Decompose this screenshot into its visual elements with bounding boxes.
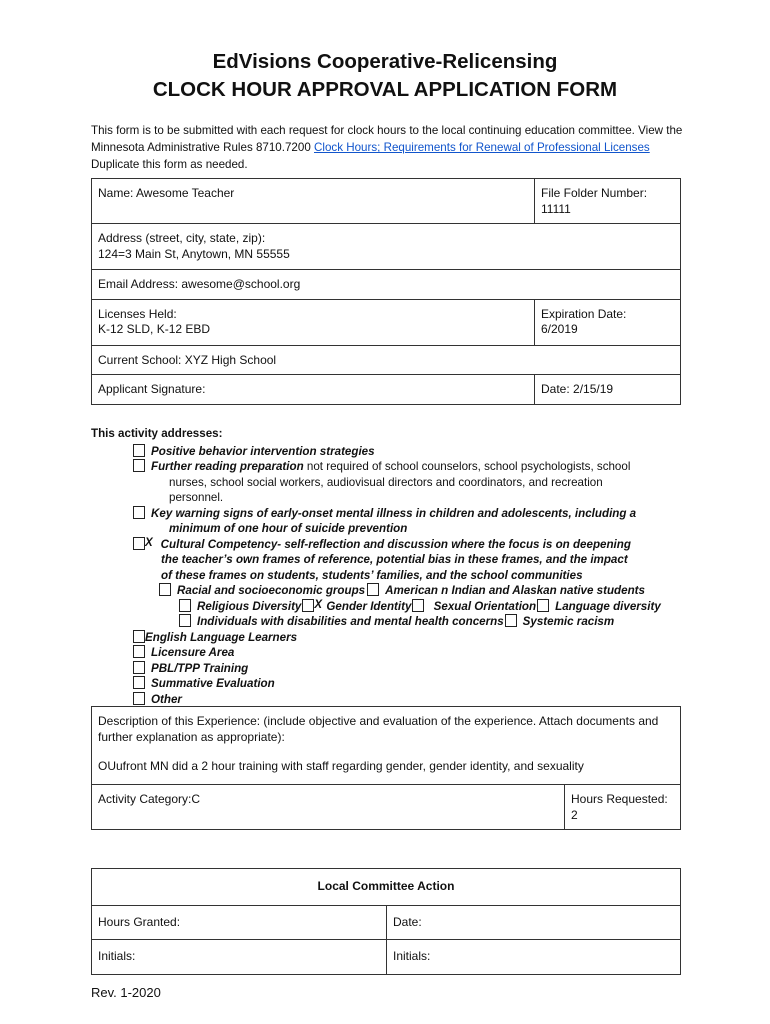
ell-checkbox[interactable] — [133, 630, 145, 643]
activity-item: X Cultural Competency- self-reflection and discussion where the focus is on deepening the teacher’s own frames of reference, potential bias in these frames, and the impact of these frames on students, students’ families, and the school communities — [91, 537, 691, 584]
current-school-field[interactable]: Current School: XYZ High School — [92, 345, 681, 375]
table-row — [92, 270, 681, 300]
pbl-checkbox[interactable] — [133, 661, 145, 674]
description-table — [91, 706, 681, 830]
table-row — [92, 375, 681, 405]
table-row — [92, 905, 681, 940]
positive-behavior-checkbox[interactable] — [133, 444, 145, 457]
activity-subitems: Racial and socioeconomic groups American n Indian and Alaskan native students — [91, 583, 691, 599]
table-row — [92, 345, 681, 375]
table-row — [92, 940, 681, 975]
language-diversity-checkbox[interactable] — [537, 599, 549, 612]
initials-right-field[interactable]: Initials: — [387, 940, 681, 975]
activity-heading: This activity addresses: — [91, 427, 223, 440]
hours-requested-field[interactable]: Hours Requested: 2 — [565, 785, 681, 830]
table-row — [92, 785, 681, 830]
religious-checkbox[interactable] — [179, 599, 191, 612]
activity-item: Summative Evaluation — [91, 676, 691, 692]
sexual-orientation-checkbox[interactable] — [412, 599, 424, 612]
activity-category-field[interactable]: Activity Category:C — [92, 785, 565, 830]
email-field[interactable]: Email Address: awesome@school.org — [92, 270, 681, 300]
licenses-field[interactable]: Licenses Held: K-12 SLD, K-12 EBD — [92, 299, 535, 345]
revision-label: Rev. 1-2020 — [91, 985, 161, 1000]
activity-item: PBL/TPP Training — [91, 661, 691, 677]
racial-checkbox[interactable] — [159, 583, 171, 596]
american-indian-checkbox[interactable] — [367, 583, 379, 596]
further-reading-checkbox[interactable] — [133, 459, 145, 472]
applicant-table — [91, 178, 681, 405]
date-field[interactable]: Date: 2/15/19 — [535, 375, 681, 405]
activity-subitems: Religious DiversityX Gender Identity Sexual Orientation Language diversity — [91, 599, 691, 615]
expiration-field[interactable]: Expiration Date: 6/2019 — [535, 299, 681, 345]
table-row — [92, 224, 681, 270]
committee-heading: Local Committee Action — [92, 869, 681, 906]
page-subtitle: CLOCK HOUR APPROVAL APPLICATION FORM — [152, 78, 618, 101]
address-field[interactable]: Address (street, city, state, zip): 124=3 Main St, Anytown, MN 55555 — [92, 224, 681, 270]
signature-field[interactable]: Applicant Signature: — [92, 375, 535, 405]
page-title: EdVisions Cooperative-Relicensing — [212, 50, 558, 73]
intro-paragraph — [91, 122, 691, 173]
description-value: OUufront MN did a 2 hour training with staff regarding gender, gender identity, and sexuality — [98, 759, 584, 773]
activity-item: Further reading preparation not required of school counselors, school psychologists, school nurses, school social workers, audiovisual directors and coordinators, and recreation personnel. — [91, 459, 691, 506]
name-field[interactable]: Name: Awesome Teacher — [92, 179, 535, 224]
summative-checkbox[interactable] — [133, 676, 145, 689]
activity-subitems: Individuals with disabilities and mental health concerns Systemic racism — [91, 614, 691, 630]
description-field[interactable]: Description of this Experience: (include objective and evaluation of the experience. Attach documents and further explanation as appropriate): OUufront MN did a 2 hour training with staff regarding gender, gender identity, and sexuality — [92, 707, 681, 785]
table-row — [92, 869, 681, 906]
gender-identity-checkbox[interactable] — [302, 599, 314, 612]
disabilities-checkbox[interactable] — [179, 614, 191, 627]
other-checkbox[interactable] — [133, 692, 145, 705]
intro-text-after: Duplicate this form as needed. — [91, 158, 248, 171]
rules-link[interactable]: Clock Hours; Requirements for Renewal of Professional Licenses — [314, 141, 650, 154]
committee-table — [91, 868, 681, 975]
initials-left-field[interactable]: Initials: — [92, 940, 387, 975]
activity-item: Licensure Area — [91, 645, 691, 661]
hours-granted-field[interactable]: Hours Granted: — [92, 905, 387, 940]
activity-item: Key warning signs of early-onset mental illness in children and adolescents, including a minimum of one hour of suicide prevention — [91, 506, 691, 537]
file-folder-field[interactable]: File Folder Number: 11111 — [535, 179, 681, 224]
systemic-racism-checkbox[interactable] — [505, 614, 517, 627]
activity-item: English Language Learners — [91, 630, 691, 646]
cultural-competency-checkbox[interactable] — [133, 537, 145, 550]
intro-text: This form is to be submitted with each request for clock hours to the local continuing education committee. View the Minnesota Administrative Rules 8710.7200 — [91, 124, 683, 154]
table-row — [92, 707, 681, 785]
activity-item: Other — [91, 692, 691, 708]
table-row — [92, 179, 681, 224]
key-warning-checkbox[interactable] — [133, 506, 145, 519]
table-row — [92, 299, 681, 345]
activity-item: Positive behavior intervention strategies — [91, 444, 691, 460]
committee-date-field[interactable]: Date: — [387, 905, 681, 940]
licensure-area-checkbox[interactable] — [133, 645, 145, 658]
activity-section — [91, 426, 691, 707]
